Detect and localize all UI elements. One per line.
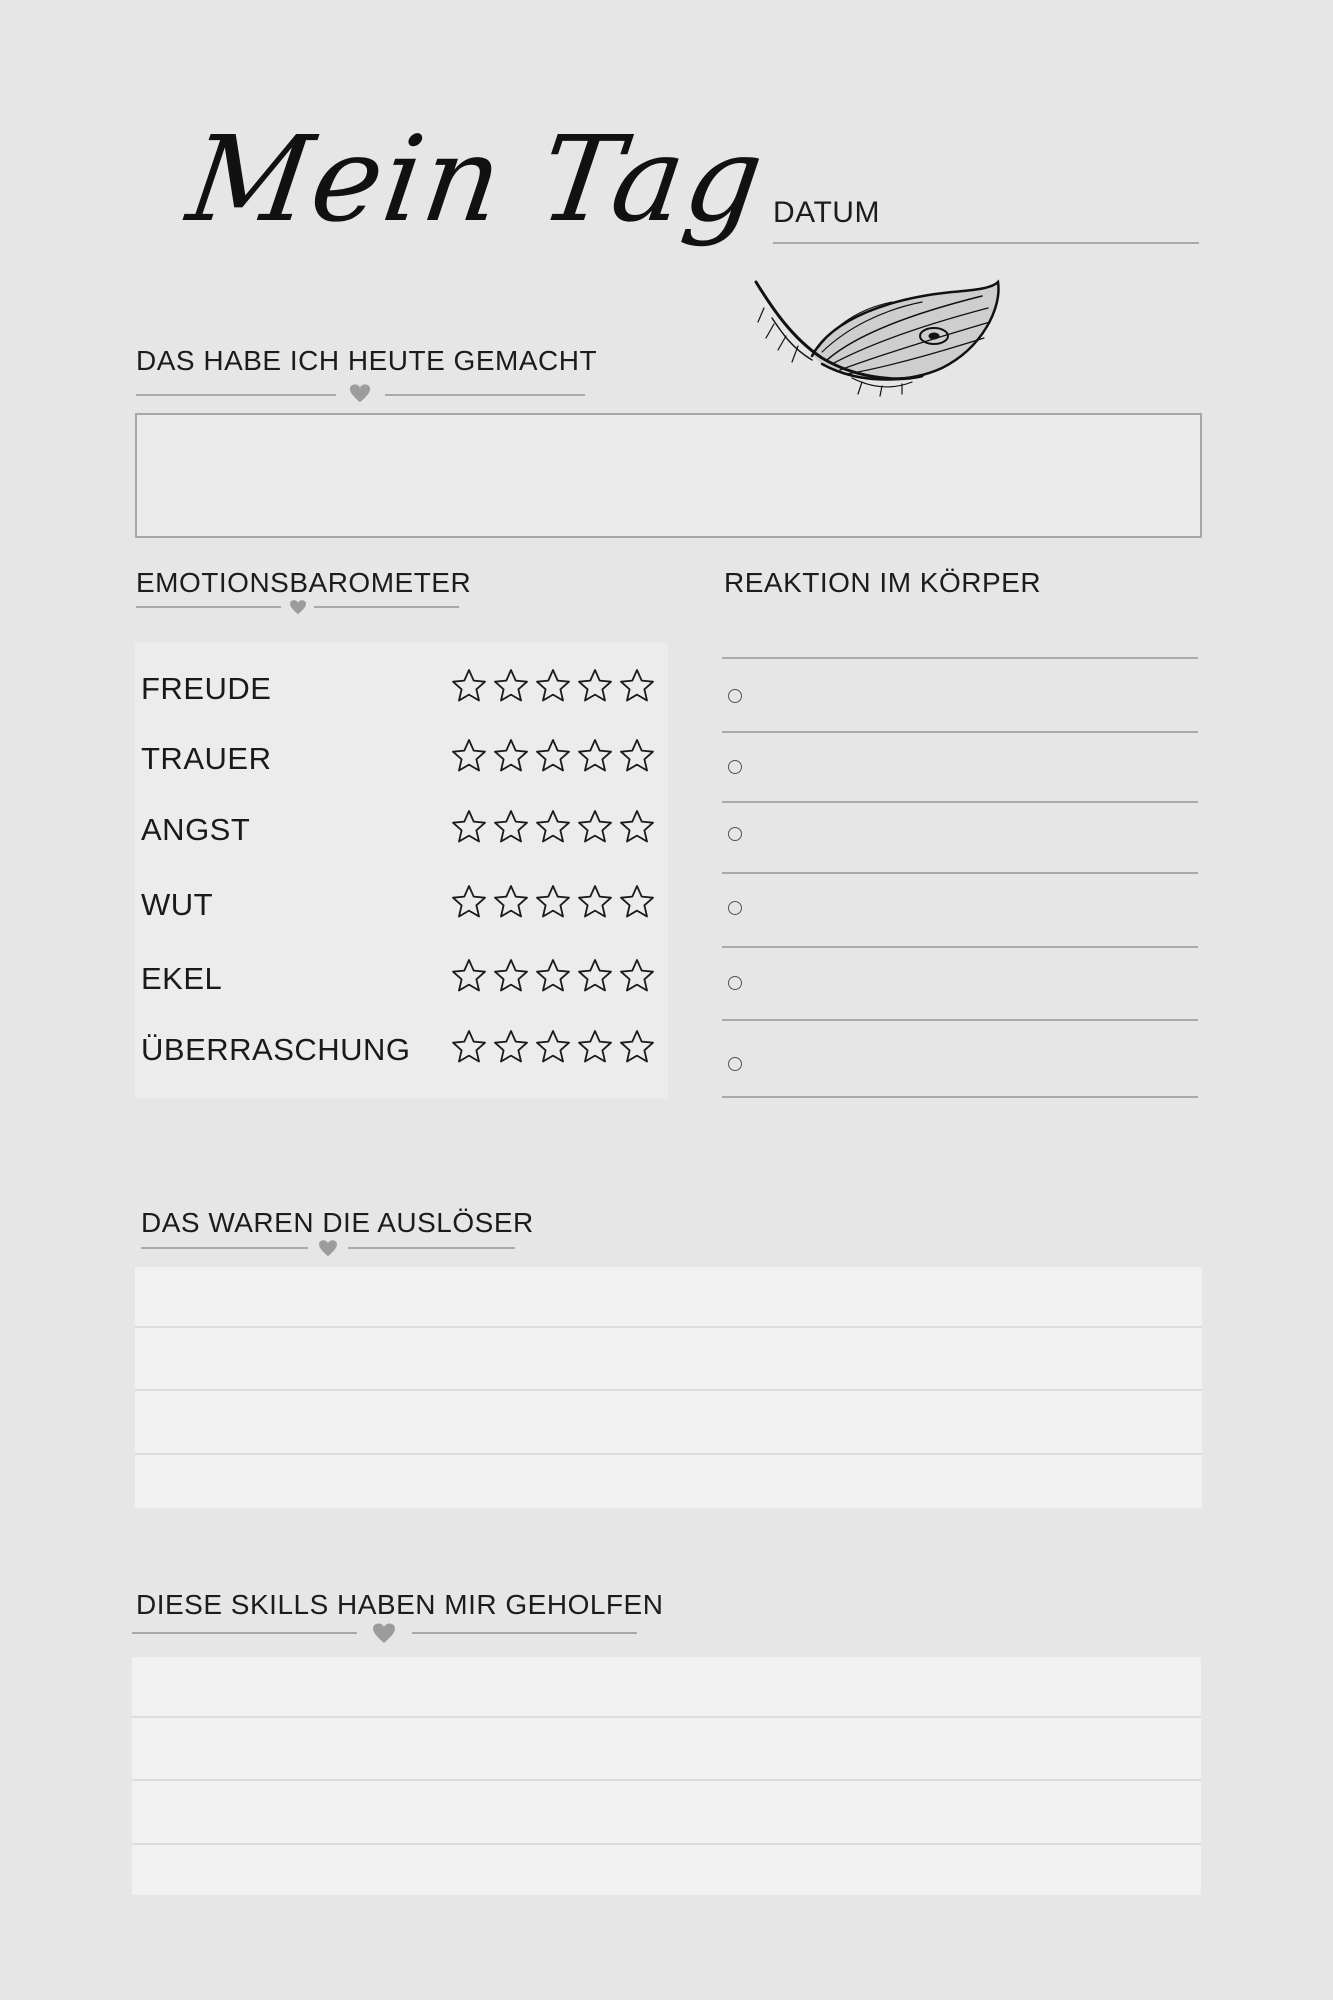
gemacht-text-box[interactable] bbox=[135, 413, 1202, 538]
heart-icon bbox=[289, 599, 307, 615]
section-title-koerper: REAKTION IM KÖRPER bbox=[724, 567, 1042, 598]
star-outline-icon[interactable] bbox=[576, 957, 614, 995]
star-outline-icon[interactable] bbox=[492, 957, 530, 995]
emotion-label: ÜBERRASCHUNG bbox=[141, 1032, 411, 1067]
datum-label: DATUM bbox=[773, 196, 880, 229]
section-rule bbox=[141, 1247, 308, 1249]
section-rule bbox=[348, 1247, 515, 1249]
star-outline-icon[interactable] bbox=[618, 1028, 656, 1066]
koerper-line bbox=[722, 657, 1198, 659]
star-outline-icon[interactable] bbox=[576, 667, 614, 705]
koerper-line bbox=[722, 801, 1198, 803]
section-title-gemacht: DAS HABE ICH HEUTE GEMACHT bbox=[136, 345, 598, 376]
star-outline-icon[interactable] bbox=[618, 667, 656, 705]
emotion-row bbox=[135, 733, 668, 789]
star-outline-icon[interactable] bbox=[534, 1028, 572, 1066]
star-outline-icon[interactable] bbox=[492, 1028, 530, 1066]
emotion-row bbox=[135, 953, 668, 1009]
page-title: Mein Tag bbox=[180, 110, 774, 248]
section-title-ausloeser: DAS WAREN DIE AUSLÖSER bbox=[141, 1207, 534, 1238]
emotion-label: WUT bbox=[141, 887, 214, 922]
star-outline-icon[interactable] bbox=[576, 737, 614, 775]
star-outline-icon[interactable] bbox=[534, 883, 572, 921]
koerper-line bbox=[722, 872, 1198, 874]
emotion-rating bbox=[450, 883, 656, 921]
star-outline-icon[interactable] bbox=[534, 737, 572, 775]
writing-line bbox=[132, 1843, 1201, 1845]
section-rule bbox=[132, 1632, 357, 1634]
star-outline-icon[interactable] bbox=[576, 808, 614, 846]
emotion-rating bbox=[450, 957, 656, 995]
emotion-row bbox=[135, 1024, 668, 1080]
heart-icon bbox=[349, 383, 371, 405]
star-outline-icon[interactable] bbox=[618, 808, 656, 846]
datum-input-line[interactable] bbox=[773, 242, 1199, 244]
emotion-row bbox=[135, 804, 668, 860]
heart-icon bbox=[318, 1239, 338, 1257]
skills-lined-area[interactable] bbox=[132, 1657, 1201, 1895]
writing-line bbox=[132, 1716, 1201, 1718]
koerper-line bbox=[722, 946, 1198, 948]
emotion-row bbox=[135, 879, 668, 935]
emotion-rating bbox=[450, 808, 656, 846]
star-outline-icon[interactable] bbox=[618, 737, 656, 775]
writing-line bbox=[135, 1453, 1202, 1455]
star-outline-icon[interactable] bbox=[492, 808, 530, 846]
emotion-rating bbox=[450, 667, 656, 705]
star-outline-icon[interactable] bbox=[450, 883, 488, 921]
radio-circle-icon[interactable] bbox=[728, 827, 742, 841]
writing-line bbox=[135, 1389, 1202, 1391]
star-outline-icon[interactable] bbox=[450, 957, 488, 995]
emotion-barometer-panel bbox=[135, 643, 668, 1098]
emotion-rating bbox=[450, 737, 656, 775]
emotion-label: EKEL bbox=[141, 961, 223, 996]
section-rule bbox=[136, 394, 336, 396]
emotion-row bbox=[135, 663, 668, 719]
koerper-line bbox=[722, 1019, 1198, 1021]
star-outline-icon[interactable] bbox=[534, 957, 572, 995]
radio-circle-icon[interactable] bbox=[728, 901, 742, 915]
radio-circle-icon[interactable] bbox=[728, 976, 742, 990]
radio-circle-icon[interactable] bbox=[728, 760, 742, 774]
heart-icon bbox=[371, 1622, 397, 1644]
star-outline-icon[interactable] bbox=[492, 737, 530, 775]
section-rule bbox=[314, 606, 459, 608]
writing-line bbox=[135, 1326, 1202, 1328]
star-outline-icon[interactable] bbox=[450, 667, 488, 705]
radio-circle-icon[interactable] bbox=[728, 1057, 742, 1071]
star-outline-icon[interactable] bbox=[576, 883, 614, 921]
emotion-label: FREUDE bbox=[141, 671, 272, 706]
feather-icon bbox=[752, 278, 1004, 398]
star-outline-icon[interactable] bbox=[450, 808, 488, 846]
section-rule bbox=[412, 1632, 637, 1634]
star-outline-icon[interactable] bbox=[534, 667, 572, 705]
star-outline-icon[interactable] bbox=[618, 957, 656, 995]
star-outline-icon[interactable] bbox=[450, 1028, 488, 1066]
section-rule bbox=[136, 606, 281, 608]
section-title-skills: DIESE SKILLS HABEN MIR GEHOLFEN bbox=[136, 1589, 664, 1620]
emotion-label: TRAUER bbox=[141, 741, 272, 776]
writing-line bbox=[132, 1779, 1201, 1781]
star-outline-icon[interactable] bbox=[618, 883, 656, 921]
star-outline-icon[interactable] bbox=[576, 1028, 614, 1066]
section-title-emotions: EMOTIONSBAROMETER bbox=[136, 567, 472, 598]
star-outline-icon[interactable] bbox=[492, 667, 530, 705]
star-outline-icon[interactable] bbox=[534, 808, 572, 846]
emotion-rating bbox=[450, 1028, 656, 1066]
section-rule bbox=[385, 394, 585, 396]
koerper-line bbox=[722, 1096, 1198, 1098]
emotion-label: ANGST bbox=[141, 812, 251, 847]
star-outline-icon[interactable] bbox=[450, 737, 488, 775]
radio-circle-icon[interactable] bbox=[728, 689, 742, 703]
star-outline-icon[interactable] bbox=[492, 883, 530, 921]
koerper-line bbox=[722, 731, 1198, 733]
ausloeser-lined-area[interactable] bbox=[135, 1267, 1202, 1508]
